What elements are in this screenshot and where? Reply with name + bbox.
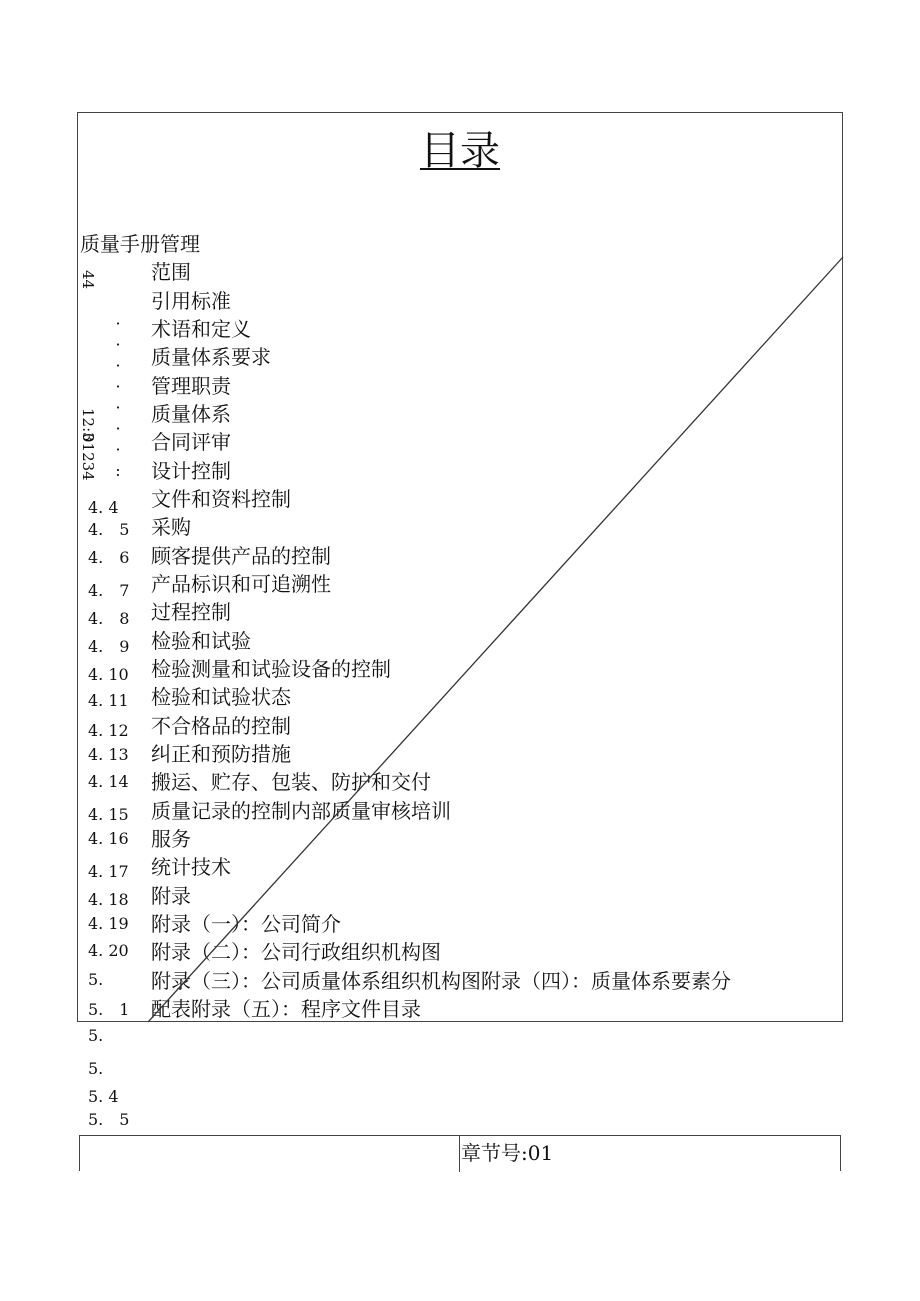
section-number: 4. 20 <box>88 941 129 960</box>
chapter-number: 章节号:01 <box>461 1141 554 1165</box>
section-number: 4. 6 <box>88 548 130 567</box>
toc-entry: 附录（三）：公司质量体系组织机构图附录（四）：质量体系要素分 <box>151 969 731 993</box>
dot-leaders: · · · · · · · : <box>115 314 121 480</box>
section-number: 4. 10 <box>88 665 129 684</box>
toc-entry: 服务 <box>151 827 191 851</box>
toc-entry: 范围 <box>151 260 191 284</box>
toc-entry: 产品标识和可追溯性 <box>151 572 331 596</box>
section-number: 5. <box>88 1059 104 1078</box>
section-number: 5. 1 <box>88 1000 130 1019</box>
section-number: 5. 4 <box>88 1087 119 1106</box>
section-number: 5. <box>88 970 104 989</box>
toc-entry: 管理职责 <box>151 374 231 398</box>
section-number: 5. 5 <box>88 1110 130 1129</box>
toc-entry: 质量体系 <box>151 402 231 426</box>
section-number: 4. 15 <box>88 805 129 824</box>
section-number: 4. 16 <box>88 829 129 848</box>
section-number: 4. 18 <box>88 890 129 909</box>
toc-entry: 附录（二）：公司行政组织机构图 <box>151 940 441 964</box>
toc-entry: 检验和试验 <box>151 629 251 653</box>
section-number: 4. 8 <box>88 609 130 628</box>
page-title-text: 目录 <box>420 128 500 174</box>
toc-entry: 质量体系要求 <box>151 345 271 369</box>
section-number: 4. 4 <box>88 498 119 517</box>
toc-entry: 合同评审 <box>151 430 231 454</box>
toc-entry: 纠正和预防措施 <box>151 742 291 766</box>
toc-entry: 顾客提供产品的控制 <box>151 544 331 568</box>
rotated-number: 44 <box>79 270 97 290</box>
section-number: 4. 11 <box>88 691 129 710</box>
toc-entry: 过程控制 <box>151 600 231 624</box>
section-number: 4. 9 <box>88 637 130 656</box>
section-number: 4. 13 <box>88 745 129 764</box>
section-number: 4. 7 <box>88 581 130 600</box>
footer-divider <box>459 1136 460 1172</box>
toc-entry: 配表附录（五）：程序文件目录 <box>151 997 421 1021</box>
toc-entry: 搬运、贮存、包装、防护和交付 <box>151 770 431 794</box>
diagonal-line <box>148 257 843 1022</box>
toc-entry: 检验和试验状态 <box>151 685 291 709</box>
section-number: 5. <box>88 1026 104 1045</box>
toc-entry: 术语和定义 <box>151 317 251 341</box>
section-number: 4. 17 <box>88 862 129 881</box>
manual-title: 质量手册管理 <box>80 232 200 256</box>
footer-table <box>79 1135 841 1171</box>
toc-entry: 采购 <box>151 515 191 539</box>
toc-entry: 统计技术 <box>151 855 231 879</box>
toc-entry: 附录 <box>151 884 191 908</box>
toc-entry: 引用标准 <box>151 289 231 313</box>
section-number: 4. 12 <box>88 721 129 740</box>
section-number: 4. 14 <box>88 772 129 791</box>
toc-entry: 不合格品的控制 <box>151 714 291 738</box>
toc-entry: 质量记录的控制内部质量审核培训 <box>151 799 451 823</box>
rotated-number: 12:3 <box>79 408 97 442</box>
toc-entry: 附录（一）：公司简介 <box>151 912 341 936</box>
section-number: 4. 5 <box>88 520 130 539</box>
toc-entry: 设计控制 <box>151 459 231 483</box>
toc-entry: 文件和资料控制 <box>151 487 291 511</box>
toc-entry: 检验测量和试验设备的控制 <box>151 657 391 681</box>
section-number: 4. 19 <box>88 914 129 933</box>
rotated-number: 01234 <box>79 433 97 481</box>
